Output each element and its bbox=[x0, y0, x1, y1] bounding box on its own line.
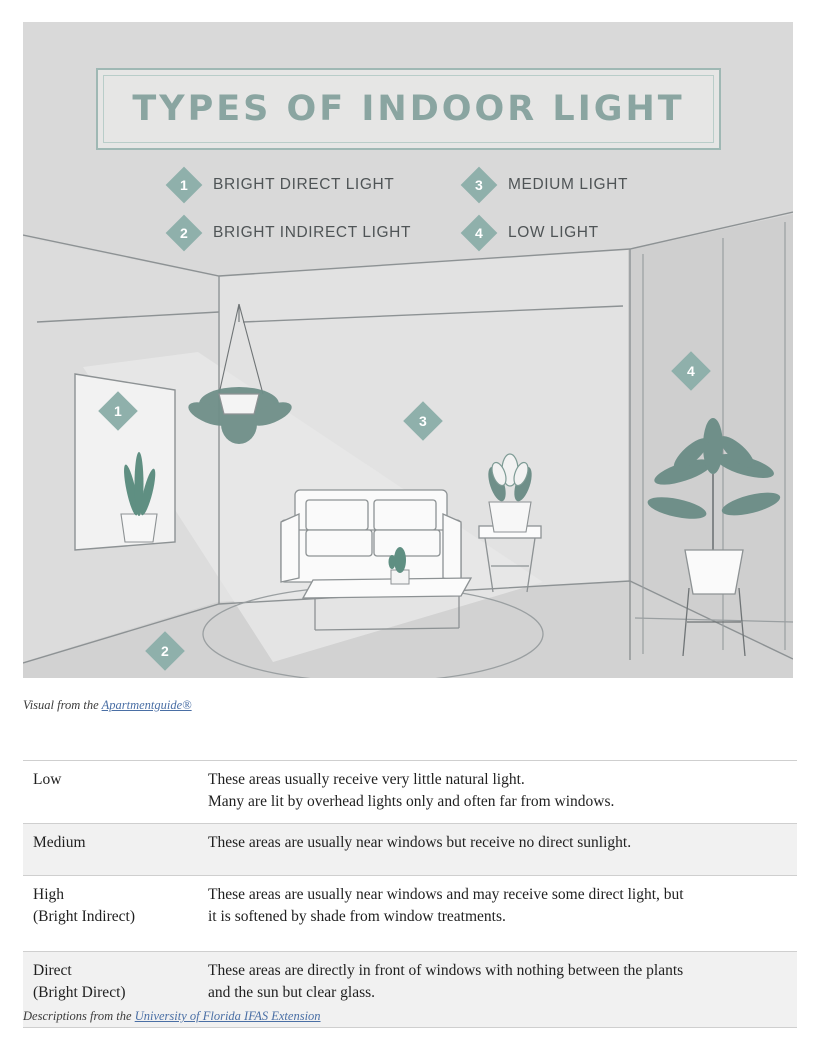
diamond-badge-icon bbox=[166, 215, 203, 252]
row-label: Low bbox=[33, 771, 62, 788]
table-credit-prefix: Descriptions from the bbox=[23, 1009, 135, 1023]
description-line: These areas usually receive very little natural light. bbox=[208, 771, 525, 788]
table-credit bbox=[23, 1009, 321, 1024]
table-row bbox=[23, 876, 797, 952]
ufl-ifas-link[interactable]: University of Florida IFAS Extension bbox=[134, 1009, 321, 1023]
row-label-line1: High bbox=[33, 886, 64, 903]
row-description bbox=[198, 876, 797, 952]
legend-item-medium bbox=[466, 172, 691, 198]
description-line: These areas are usually near windows but receive no direct sunlight. bbox=[208, 834, 632, 851]
diamond-badge-icon bbox=[461, 167, 498, 204]
infographic-panel bbox=[23, 22, 793, 678]
description-line: and the sun but clear glass. bbox=[208, 984, 376, 1001]
row-label: Medium bbox=[33, 834, 86, 851]
row-label-line2: (Bright Indirect) bbox=[33, 908, 136, 925]
legend-label: BRIGHT INDIRECT LIGHT bbox=[213, 224, 412, 241]
row-label bbox=[23, 876, 198, 952]
scene-marker-number: 2 bbox=[161, 642, 169, 659]
legend-item-low bbox=[466, 220, 691, 246]
visual-credit bbox=[23, 698, 192, 713]
legend-label: MEDIUM LIGHT bbox=[508, 176, 629, 193]
visual-credit-prefix: Visual from the bbox=[23, 698, 102, 712]
legend-item-bright-direct bbox=[171, 172, 466, 198]
legend-number: 1 bbox=[180, 176, 188, 193]
legend-number: 4 bbox=[475, 224, 483, 241]
legend-label: BRIGHT DIRECT LIGHT bbox=[213, 176, 395, 193]
description-line: These areas are usually near windows and may receive some direct light, but bbox=[208, 886, 684, 903]
legend-label: LOW LIGHT bbox=[508, 224, 599, 241]
diamond-badge-icon bbox=[166, 167, 203, 204]
row-description bbox=[198, 761, 797, 824]
scene-marker-number: 3 bbox=[419, 412, 427, 429]
infographic-title-box bbox=[96, 68, 721, 150]
apartmentguide-link[interactable]: Apartmentguide® bbox=[101, 698, 192, 712]
scene-marker-number: 4 bbox=[687, 362, 695, 379]
legend-item-bright-indirect bbox=[171, 220, 466, 246]
light-levels-table bbox=[23, 760, 797, 1028]
row-label-line2: (Bright Direct) bbox=[33, 984, 126, 1001]
infographic-title: TYPES OF INDOOR LIGHT bbox=[132, 89, 685, 129]
legend-number: 3 bbox=[475, 176, 483, 193]
legend-number: 2 bbox=[180, 224, 188, 241]
table-row bbox=[23, 761, 797, 824]
diamond-badge-icon bbox=[461, 215, 498, 252]
description-line: it is softened by shade from window treatments. bbox=[208, 908, 506, 925]
table-row bbox=[23, 824, 797, 876]
legend bbox=[171, 172, 691, 268]
legend-row bbox=[171, 220, 691, 246]
description-line: Many are lit by overhead lights only and often far from windows. bbox=[208, 793, 615, 810]
legend-row bbox=[171, 172, 691, 198]
row-description bbox=[198, 824, 797, 876]
scene-marker-number: 1 bbox=[114, 402, 122, 419]
description-line: These areas are directly in front of windows with nothing between the plants bbox=[208, 962, 684, 979]
row-label-line1: Direct bbox=[33, 962, 72, 979]
